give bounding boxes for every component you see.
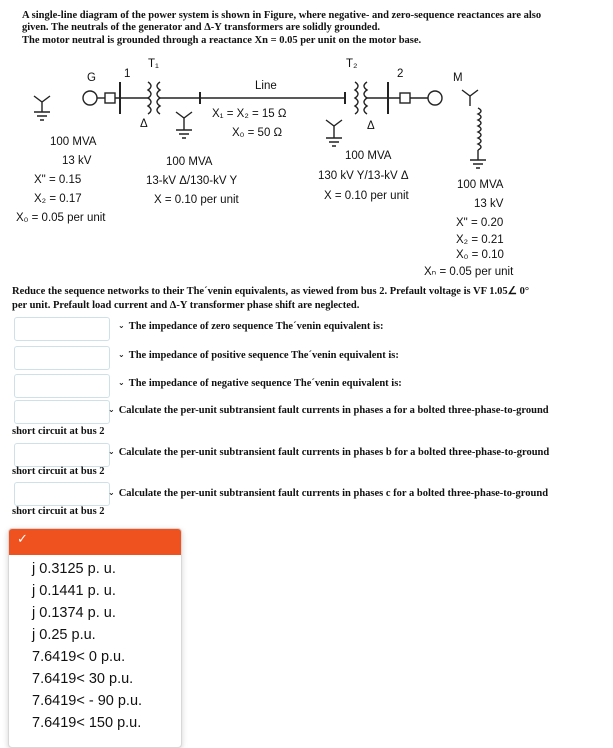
gen-x2: X₂ = 0.17 (34, 193, 82, 205)
question-phase-c-tail: short circuit at bus 2 (12, 506, 105, 517)
answer-box-zero-seq[interactable] (14, 317, 110, 341)
line-x1x2: X₁ = X₂ = 15 Ω (212, 108, 287, 120)
dropdown-selected-row[interactable] (9, 529, 181, 555)
diagram-drawing (0, 52, 613, 282)
question-negative-seq[interactable]: ⌄ The impedance of negative sequence The´venin equivalent is: (118, 378, 402, 389)
line-label: Line (255, 80, 277, 92)
chevron-down-icon: ⌄ (118, 350, 125, 359)
instructions-line-1: Reduce the sequence networks to their The´venin equivalents, as viewed from bus 2. Prefault voltage is VF 1.05∠ 0° (12, 286, 530, 297)
chevron-down-icon: ⌄ (108, 447, 115, 456)
motor-xd: X" = 0.20 (456, 217, 504, 229)
gen-x0: X₀ = 0.05 per unit (16, 212, 106, 224)
chevron-down-icon: ⌄ (108, 405, 115, 414)
dropdown-option[interactable]: j 0.25 p.u. (32, 627, 96, 643)
dropdown-option[interactable]: j 0.1441 p. u. (32, 583, 116, 599)
motor-label: M (453, 72, 463, 84)
t1-delta-symbol: Δ (140, 118, 148, 130)
question-phase-b[interactable]: ⌄ Calculate the per-unit subtransient fault currents in phases b for a bolted three-phase-to-ground (108, 447, 550, 458)
motor-voltage: 13 kV (474, 198, 504, 210)
answer-box-phase-b[interactable] (14, 443, 110, 467)
question-zero-seq[interactable]: ⌄ The impedance of zero sequence The´venin equivalent is: (118, 321, 384, 332)
t2-delta-symbol: Δ (367, 120, 375, 132)
t2-x: X = 0.10 per unit (324, 190, 409, 202)
question-positive-seq[interactable]: ⌄ The impedance of positive sequence The´venin equivalent is: (118, 350, 399, 361)
bus2-label: 2 (397, 68, 404, 80)
question-phase-a[interactable]: ⌄ Calculate the per-unit subtransient fault currents in phases a for a bolted three-phase-to-ground (108, 405, 549, 416)
answer-box-phase-a[interactable] (14, 400, 110, 424)
intro-line-2: given. The neutrals of the generator and Δ-Y transformers are solidly grounded. (22, 22, 381, 33)
t2-voltage: 130 kV Y/13-kV Δ (318, 170, 409, 182)
instructions-line-2: per unit. Prefault load current and Δ-Y transformer phase shift are neglected. (12, 300, 360, 311)
intro-line-1: A single-line diagram of the power system is shown in Figure, where negative- and zero-sequence reactances are also (22, 10, 542, 21)
motor-rating: 100 MVA (457, 179, 504, 191)
dropdown-option[interactable]: 7.6419< 30 p.u. (32, 671, 134, 687)
motor-xn: Xₙ = 0.05 per unit (424, 266, 514, 278)
dropdown-option[interactable]: 7.6419< 0 p.u. (32, 649, 126, 665)
t1-voltage: 13-kV Δ/130-kV Y (146, 175, 238, 187)
answer-dropdown-menu[interactable] (8, 528, 182, 748)
checkmark-icon: ✓ (17, 532, 28, 547)
question-phase-c[interactable]: ⌄ Calculate the per-unit subtransient fault currents in phases c for a bolted three-phase-to-ground (108, 488, 549, 499)
chevron-down-icon: ⌄ (118, 378, 125, 387)
answer-box-phase-c[interactable] (14, 482, 110, 506)
chevron-down-icon: ⌄ (118, 321, 125, 330)
gen-rating: 100 MVA (50, 136, 97, 148)
chevron-down-icon: ⌄ (108, 488, 115, 497)
t2-label: T₂ (346, 58, 358, 70)
generator-label: G (87, 72, 96, 84)
bus1-label: 1 (124, 68, 131, 80)
t1-label: T₁ (148, 58, 159, 70)
gen-xd: X" = 0.15 (34, 174, 82, 186)
single-line-diagram (0, 52, 613, 282)
question-phase-a-tail: short circuit at bus 2 (12, 426, 105, 437)
t1-x: X = 0.10 per unit (154, 194, 239, 206)
gen-voltage: 13 kV (62, 155, 92, 167)
dropdown-option[interactable]: j 0.3125 p. u. (32, 561, 116, 577)
motor-x0: X₀ = 0.10 (456, 249, 504, 261)
dropdown-option[interactable]: 7.6419< 150 p.u. (32, 715, 142, 731)
answer-box-negative-seq[interactable] (14, 374, 110, 398)
motor-x2: X₂ = 0.21 (456, 234, 504, 246)
t2-rating: 100 MVA (345, 150, 392, 162)
dropdown-option[interactable]: j 0.1374 p. u. (32, 605, 116, 621)
answer-box-positive-seq[interactable] (14, 346, 110, 370)
intro-line-3: The motor neutral is grounded through a reactance Xn = 0.05 per unit on the motor base. (22, 35, 422, 46)
dropdown-option[interactable]: 7.6419< - 90 p.u. (32, 693, 143, 709)
question-phase-b-tail: short circuit at bus 2 (12, 466, 105, 477)
line-x0: X₀ = 50 Ω (232, 127, 283, 139)
t1-rating: 100 MVA (166, 156, 213, 168)
